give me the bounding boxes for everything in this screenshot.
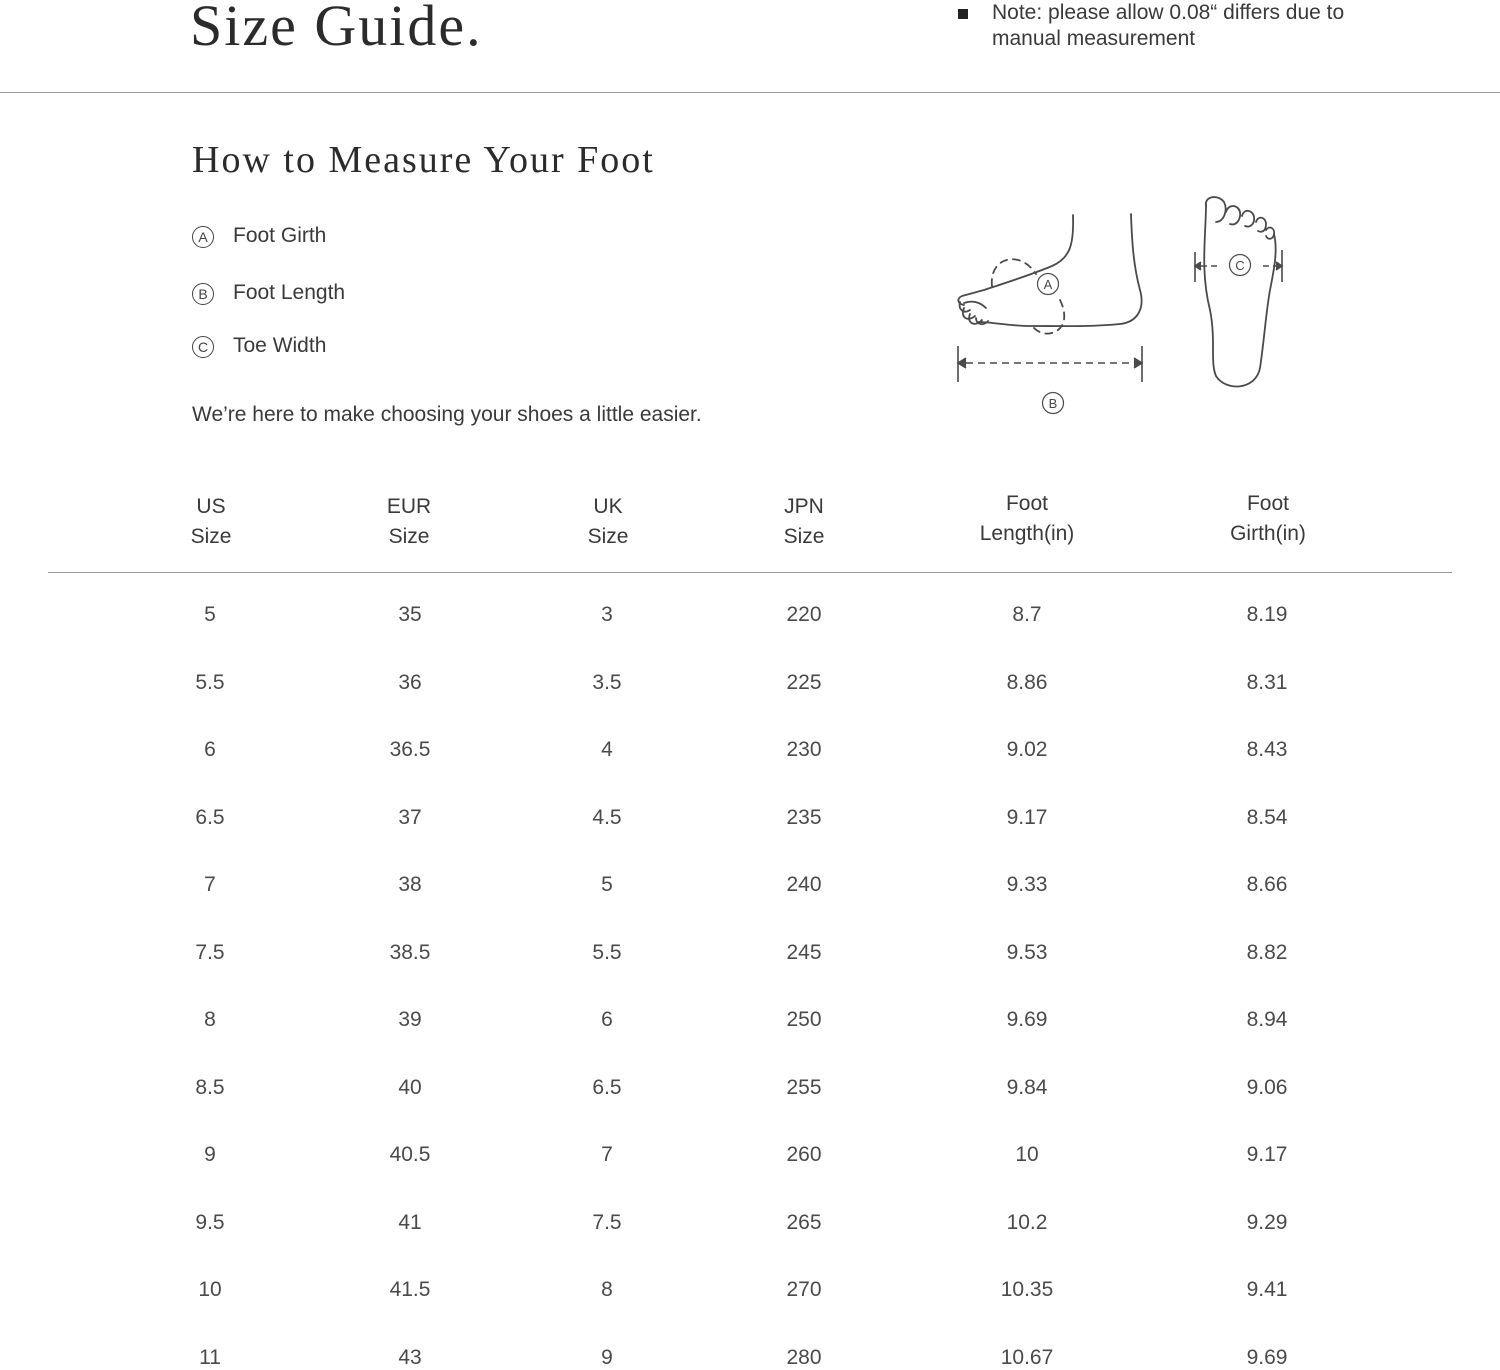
note-text: Note: please allow 0.08“ differs due to manual measurement — [992, 1, 1345, 50]
cell-us-size: 8 — [204, 1008, 216, 1031]
table-header-divider — [48, 572, 1452, 573]
cell-uk-size: 4.5 — [592, 806, 622, 829]
cell-foot-girth: 8.43 — [1246, 738, 1288, 761]
cell-jpn-size: 270 — [786, 1278, 822, 1301]
cell-eur-size: 37 — [398, 806, 422, 829]
cell-foot-length: 9.53 — [1006, 941, 1048, 964]
cell-eur-size: 38 — [398, 873, 422, 896]
legend-label: Foot Girth — [233, 224, 327, 247]
cell-foot-girth: 9.17 — [1246, 1143, 1288, 1166]
column-header-jpn-size: JPN Size — [783, 495, 825, 548]
svg-text:A: A — [1043, 277, 1053, 292]
cell-jpn-size: 260 — [786, 1143, 822, 1166]
cell-uk-size: 8 — [601, 1278, 613, 1301]
cell-eur-size: 40 — [398, 1076, 422, 1099]
cell-us-size: 6.5 — [195, 806, 225, 829]
cell-uk-size: 7.5 — [592, 1211, 622, 1234]
cell-foot-girth: 9.29 — [1246, 1211, 1288, 1234]
cell-uk-size: 3 — [601, 603, 613, 626]
svg-text:B: B — [1048, 396, 1058, 411]
cell-eur-size: 38.5 — [389, 941, 431, 964]
cell-us-size: 7 — [204, 873, 216, 896]
svg-text:C: C — [1235, 258, 1245, 273]
cell-us-size: 9.5 — [195, 1211, 225, 1234]
cell-jpn-size: 280 — [786, 1346, 822, 1369]
cell-uk-size: 4 — [601, 738, 613, 761]
circle-b-icon: B — [192, 283, 214, 305]
cell-uk-size: 6.5 — [592, 1076, 622, 1099]
tagline: We’re here to make choosing your shoes a little easier. — [192, 403, 702, 426]
cell-us-size: 10 — [198, 1278, 222, 1301]
cell-us-size: 5.5 — [195, 671, 225, 694]
cell-uk-size: 5 — [601, 873, 613, 896]
diagram-label-c — [1230, 255, 1251, 276]
cell-uk-size: 9 — [601, 1346, 613, 1369]
cell-uk-size: 7 — [601, 1143, 613, 1166]
cell-uk-size: 5.5 — [592, 941, 622, 964]
cell-uk-size: 3.5 — [592, 671, 622, 694]
cell-us-size: 6 — [204, 738, 216, 761]
cell-foot-length: 9.17 — [1006, 806, 1048, 829]
cell-us-size: 8.5 — [195, 1076, 225, 1099]
column-header-us-size: US Size — [190, 495, 232, 548]
diagram-label-a — [1038, 274, 1059, 295]
diagram-label-b — [1043, 393, 1064, 414]
cell-foot-length: 10.35 — [1000, 1278, 1054, 1301]
cell-us-size: 5 — [204, 603, 216, 626]
cell-foot-length: 9.02 — [1006, 738, 1048, 761]
cell-us-size: 7.5 — [195, 941, 225, 964]
cell-foot-girth: 8.82 — [1246, 941, 1288, 964]
foot-measurement-diagram — [0, 0, 1500, 440]
cell-jpn-size: 265 — [786, 1211, 822, 1234]
cell-jpn-size: 240 — [786, 873, 822, 896]
cell-foot-girth: 9.41 — [1246, 1278, 1288, 1301]
cell-foot-girth: 9.69 — [1246, 1346, 1288, 1369]
column-header-eur-size: EUR Size — [386, 495, 432, 548]
legend-label: Foot Length — [233, 281, 346, 304]
cell-jpn-size: 225 — [786, 671, 822, 694]
legend-label: Toe Width — [233, 334, 327, 357]
cell-foot-girth: 8.31 — [1246, 671, 1288, 694]
cell-eur-size: 36.5 — [389, 738, 431, 761]
cell-foot-length: 9.84 — [1006, 1076, 1048, 1099]
cell-eur-size: 35 — [398, 603, 422, 626]
column-header-foot-girth: Foot Girth(in) — [1230, 492, 1306, 545]
measure-section-title: How to Measure Your Foot — [192, 139, 655, 181]
cell-foot-girth: 9.06 — [1246, 1076, 1288, 1099]
column-header-foot-length: Foot Length(in) — [979, 492, 1075, 545]
cell-uk-size: 6 — [601, 1008, 613, 1031]
column-header-uk-size: UK Size — [587, 495, 629, 548]
cell-foot-length: 9.69 — [1006, 1008, 1048, 1031]
page-title: Size Guide. — [190, 0, 483, 58]
cell-eur-size: 40.5 — [389, 1143, 431, 1166]
cell-jpn-size: 235 — [786, 806, 822, 829]
cell-eur-size: 36 — [398, 671, 422, 694]
cell-foot-length: 8.86 — [1006, 671, 1048, 694]
cell-foot-length: 10 — [1015, 1143, 1039, 1166]
cell-us-size: 11 — [199, 1346, 221, 1369]
cell-us-size: 9 — [204, 1143, 216, 1166]
cell-foot-girth: 8.19 — [1246, 603, 1288, 626]
cell-foot-length: 10.67 — [1000, 1346, 1054, 1369]
cell-eur-size: 43 — [398, 1346, 422, 1369]
cell-jpn-size: 255 — [786, 1076, 822, 1099]
cell-foot-length: 9.33 — [1006, 873, 1048, 896]
cell-jpn-size: 250 — [786, 1008, 822, 1031]
cell-jpn-size: 230 — [786, 738, 822, 761]
cell-eur-size: 41.5 — [389, 1278, 431, 1301]
cell-jpn-size: 220 — [786, 603, 822, 626]
cell-eur-size: 41 — [398, 1211, 422, 1234]
cell-jpn-size: 245 — [786, 941, 822, 964]
circle-c-icon: C — [192, 336, 214, 358]
cell-eur-size: 39 — [398, 1008, 422, 1031]
circle-a-icon: A — [192, 226, 214, 248]
cell-foot-girth: 8.66 — [1246, 873, 1288, 896]
cell-foot-length: 8.7 — [1012, 603, 1042, 626]
cell-foot-girth: 8.54 — [1246, 806, 1288, 829]
foot-sole-view-icon — [1204, 197, 1275, 386]
cell-foot-length: 10.2 — [1006, 1211, 1048, 1234]
length-measure-icon — [958, 346, 1142, 382]
cell-foot-girth: 8.94 — [1246, 1008, 1288, 1031]
